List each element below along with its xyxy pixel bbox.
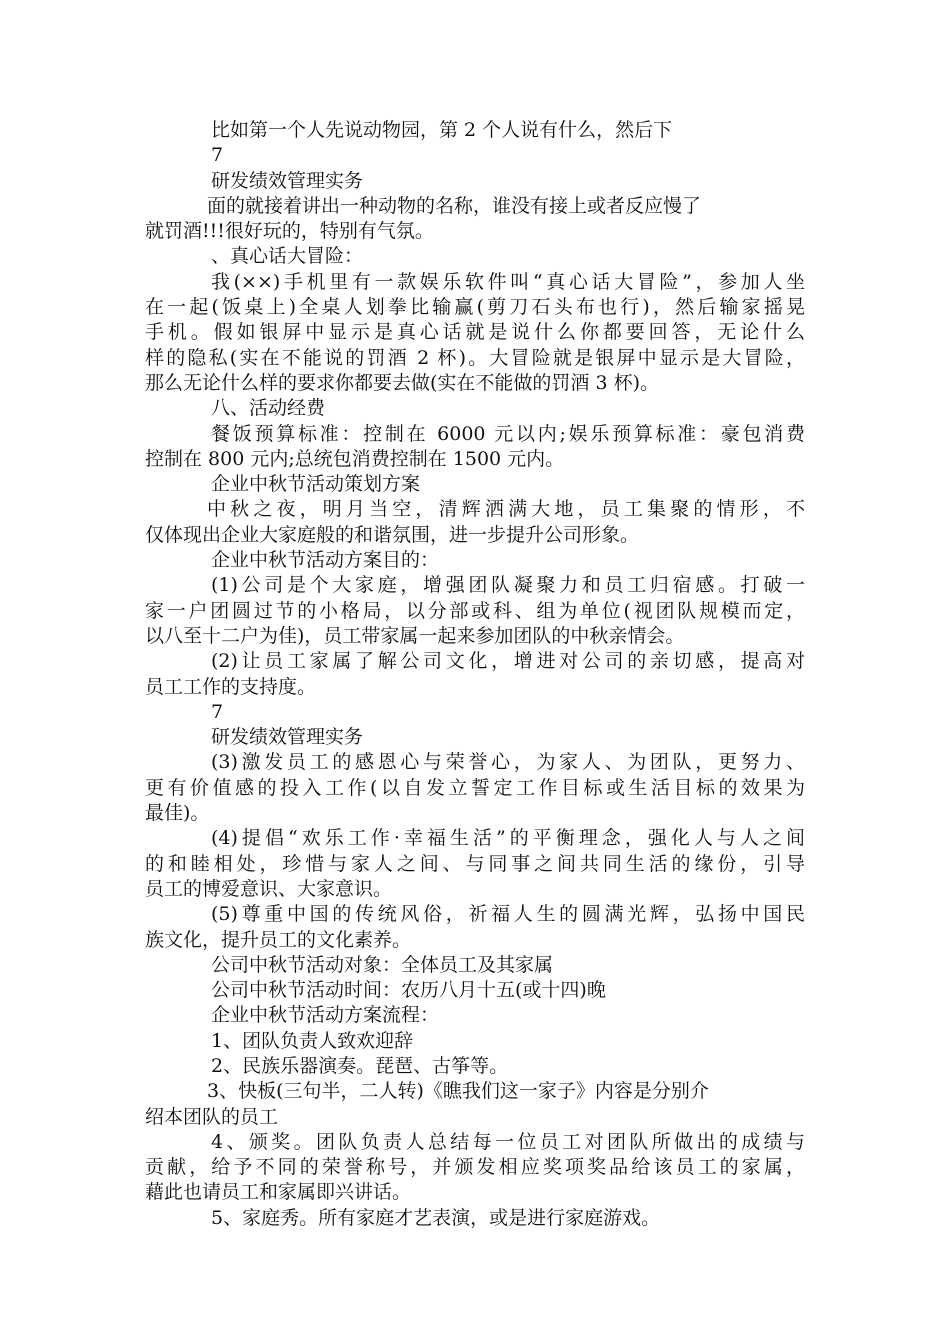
text-line: 就罚酒!!!很好玩的，特别有气氛。 [145,220,434,243]
text-line: 贡献，给予不同的荣誉称号，并颁发相应奖项奖品给该员工的家属， [145,1156,805,1179]
text-line: 家一户团圆过节的小格局，以分部或科、组为单位(视团队规模而定， [145,599,805,622]
text-line: 藉此也请员工和家属即兴讲话。 [145,1181,412,1204]
text-line: 族文化，提升员工的文化素养。 [145,928,412,951]
text-line: 更有价值感的投入工作(以自发立誓定工作目标或生活目标的效果为 [145,776,805,799]
text-line: 5、家庭秀。所有家庭才艺表演，或是进行家庭游戏。 [211,1206,661,1229]
text-line: 最佳)。 [145,802,210,825]
text-line: 面的就接着讲出一种动物的名称，谁没有接上或者反应慢了 [207,194,702,217]
text-line: (5)尊重中国的传统风俗，祈福人生的圆满光辉，弘扬中国民 [211,903,805,926]
text-line: 7 [211,144,224,167]
text-line: 员工的博爱意识、大家意识。 [145,877,393,900]
text-line: 员工工作的支持度。 [145,675,317,698]
text-line: 企业中秋节活动策划方案 [211,473,421,496]
text-line: 研发绩效管理实务 [211,726,364,749]
text-line: 仅体现出企业大家庭般的和谐氛围，进一步提升公司形象。 [145,523,640,546]
text-line: (4)提倡“欢乐工作·幸福生活”的平衡理念，强化人与人之间 [211,827,805,850]
text-line: 企业中秋节活动方案目的： [211,549,440,572]
text-line: (1)公司是个大家庭，增强团队凝聚力和员工归宿感。打破一 [211,574,805,597]
text-line: 控制在 800 元内;总统包消费控制在 1500 元内。 [145,447,565,470]
text-line: 八、活动经费 [211,397,326,420]
text-line: 在一起(饭桌上)全桌人划拳比输赢(剪刀石头布也行)，然后输家摇晃 [145,296,805,319]
text-line: 企业中秋节活动方案流程： [211,1004,440,1027]
text-line: (2)让员工家属了解公司文化，增进对公司的亲切感，提高对 [211,650,805,673]
document-body [145,118,805,1231]
text-line: 以八至十二户为佳)，员工带家属一起来参加团队的中秋亲情会。 [145,624,685,647]
text-line: (3)激发员工的感恩心与荣誉心，为家人、为团队，更努力、 [211,751,805,774]
text-line: 绍本团队的员工 [145,1105,279,1128]
text-line: 公司中秋节活动时间：农历八月十五(或十四)晚 [211,979,606,1002]
text-line: 的和睦相处，珍惜与家人之间、与同事之间共同生活的缘份，引导 [145,852,805,875]
text-line: 7 [211,700,224,723]
text-line: 公司中秋节活动对象：全体员工及其家属 [211,953,554,976]
text-line: 我(××)手机里有一款娱乐软件叫“真心话大冒险”，参加人坐 [211,270,805,293]
text-line: 比如第一个人先说动物园，第 2 个人说有什么，然后下 [211,119,673,141]
text-line: 2、民族乐器演奏。琵琶、古筝等。 [211,1054,509,1077]
text-line: 研发绩效管理实务 [211,169,364,192]
text-line: 3、快板(三句半，二人转)《瞧我们这一家子》内容是分别介 [207,1080,709,1103]
text-line: 中秋之夜，明月当空，清辉洒满大地，员工集聚的情形，不 [207,498,805,521]
text-line: 、真心话大冒险： [211,245,364,268]
text-line: 那么无论什么样的要求你都要去做(实在不能做的罚酒 3 杯)。 [145,371,659,394]
text-line: 4、颁奖。团队负责人总结每一位员工对团队所做出的成绩与 [211,1130,805,1153]
text-line: 样的隐私(实在不能说的罚酒 2 杯)。大冒险就是银屏中显示是大冒险， [145,346,805,369]
text-line: 餐饭预算标准：控制在 6000 元以内;娱乐预算标准：豪包消费 [211,422,805,445]
text-line: 手机。假如银屏中显示是真心话就是说什么你都要回答，无论什么 [145,321,805,344]
text-line: 1、团队负责人致欢迎辞 [211,1029,414,1052]
